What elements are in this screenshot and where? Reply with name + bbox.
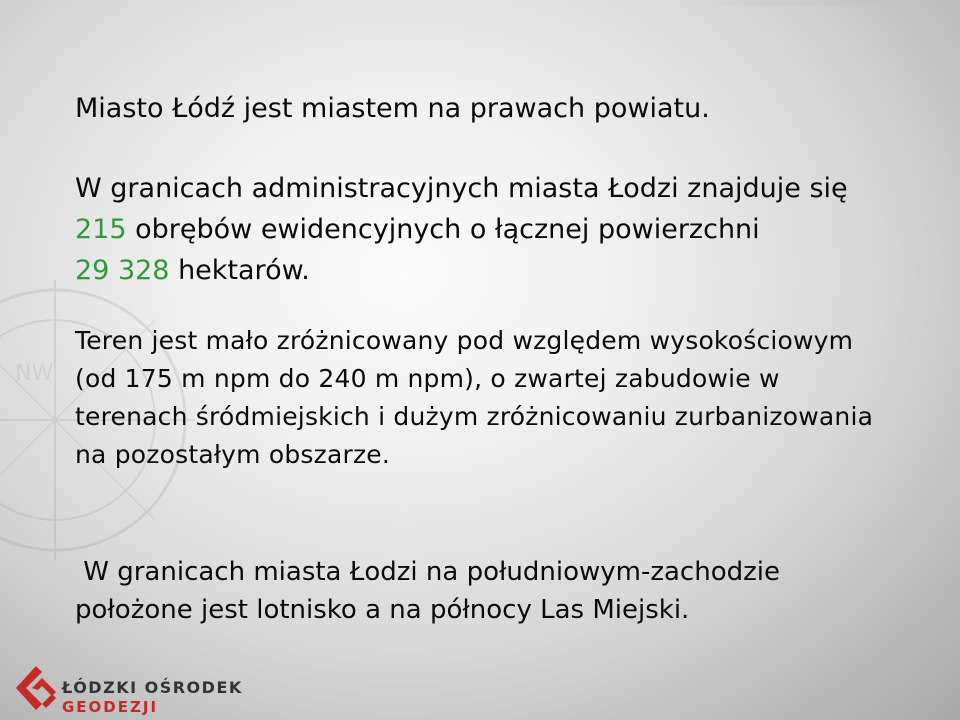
top-accent-stripe (700, 0, 960, 6)
logo-mark-icon (12, 660, 68, 716)
compass-nw-label: NW (15, 361, 54, 386)
paragraph-text-part1: W granicach administracyjnych miasta Łodzi znajduje się (75, 173, 848, 204)
logo-text-line1: ŁÓDZKI OŚRODEK (62, 678, 243, 697)
paragraph-text-part3: hektarów. (169, 255, 310, 286)
logo-text-line2: GEODEZJI (62, 698, 159, 716)
precinct-count: 215 (75, 214, 127, 245)
total-area-value: 29 328 (75, 255, 170, 286)
logo (8, 660, 248, 716)
paragraph-precincts (75, 168, 895, 291)
paragraph-text: Miasto Łódź jest miastem na prawach powiatu. (75, 93, 710, 124)
paragraph-terrain (75, 322, 895, 474)
paragraph-text-part2: obrębów ewidencyjnych o łącznej powierzchni (126, 214, 760, 245)
paragraph-airport-forest (75, 553, 895, 629)
paragraph-text: Teren jest mało zróżnicowany pod względem wysokościowym (od 175 m npm do 240 m npm), o zwartej zabudowie w terenach śródmiejskich i dużym zróżnicowaniu zurbanizowania na pozostałym obszarze. (75, 326, 874, 469)
paragraph-city-status (75, 90, 710, 128)
paragraph-text: W granicach miasta Łodzi na południowym-zachodzie położone jest lotnisko a na północy Las Miejski. (75, 557, 789, 625)
